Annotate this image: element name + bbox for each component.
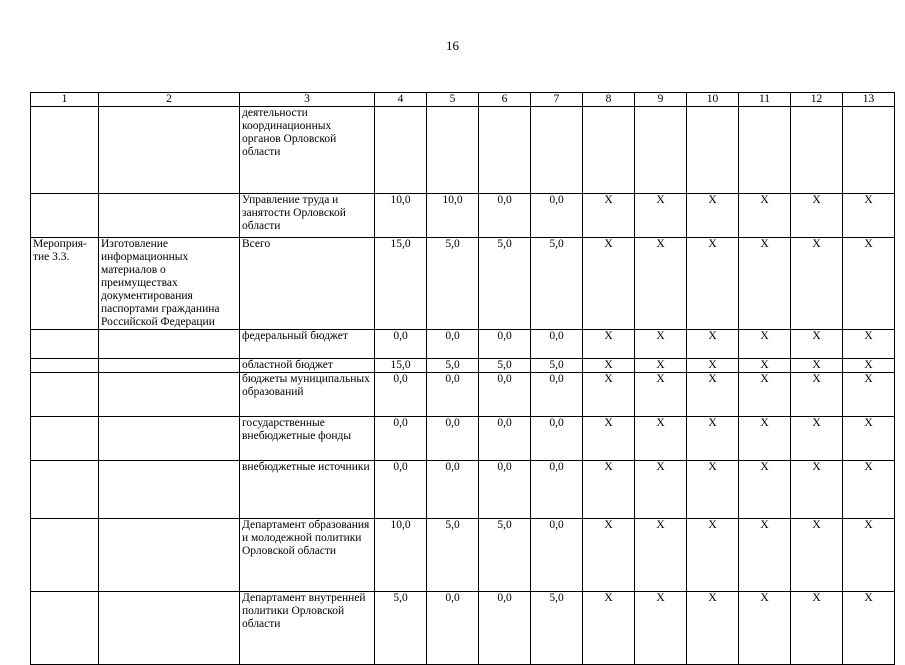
- value-cell: 0,0: [479, 194, 531, 238]
- table-row: [31, 330, 895, 359]
- page-number: 16: [446, 38, 459, 53]
- mark-cell: X: [583, 359, 635, 373]
- mark-cell: X: [687, 461, 739, 519]
- mark-cell: X: [739, 417, 791, 461]
- mark-cell: X: [791, 238, 843, 330]
- col-header: 8: [583, 93, 635, 107]
- source-cell: государственные внебюджетные фонды: [240, 417, 375, 461]
- value-cell: [479, 107, 531, 194]
- source-cell: областной бюджет: [240, 359, 375, 373]
- value-cell: 5,0: [479, 238, 531, 330]
- measure-cell: [31, 592, 99, 665]
- col-header: 4: [375, 93, 427, 107]
- col-header: 5: [427, 93, 479, 107]
- measure-cell: [31, 359, 99, 373]
- col-header: 11: [739, 93, 791, 107]
- mark-cell: [687, 107, 739, 194]
- value-cell: 0,0: [479, 373, 531, 417]
- col-header: 10: [687, 93, 739, 107]
- mark-cell: X: [635, 417, 687, 461]
- measure-name-cell: [99, 592, 240, 665]
- source-cell: Департамент образования и молодежной политики Орловской области: [240, 519, 375, 592]
- mark-cell: X: [843, 238, 895, 330]
- measure-name-cell: [99, 519, 240, 592]
- mark-cell: X: [583, 194, 635, 238]
- value-cell: 10,0: [375, 519, 427, 592]
- measure-name-cell: [99, 107, 240, 194]
- mark-cell: X: [791, 373, 843, 417]
- value-cell: 10,0: [375, 194, 427, 238]
- col-header: 3: [240, 93, 375, 107]
- table-row: [31, 417, 895, 461]
- measure-cell: Мероприя-тие 3.3.: [31, 238, 99, 330]
- value-cell: 5,0: [531, 359, 583, 373]
- value-cell: 0,0: [375, 330, 427, 359]
- measure-name-cell: [99, 417, 240, 461]
- mark-cell: X: [687, 417, 739, 461]
- mark-cell: X: [583, 330, 635, 359]
- value-cell: 0,0: [479, 592, 531, 665]
- mark-cell: X: [635, 359, 687, 373]
- mark-cell: [791, 107, 843, 194]
- value-cell: 0,0: [479, 417, 531, 461]
- value-cell: 5,0: [531, 592, 583, 665]
- source-cell: бюджеты муниципальных образований: [240, 373, 375, 417]
- value-cell: 0,0: [375, 373, 427, 417]
- measure-cell: [31, 373, 99, 417]
- mark-cell: X: [791, 359, 843, 373]
- mark-cell: X: [843, 359, 895, 373]
- mark-cell: X: [687, 330, 739, 359]
- mark-cell: X: [843, 330, 895, 359]
- value-cell: 0,0: [375, 417, 427, 461]
- col-header: 12: [791, 93, 843, 107]
- measure-cell: [31, 519, 99, 592]
- col-header: 1: [31, 93, 99, 107]
- table-row: [31, 238, 895, 330]
- value-cell: 0,0: [427, 330, 479, 359]
- header-row: [31, 93, 895, 107]
- col-header: 6: [479, 93, 531, 107]
- value-cell: 0,0: [531, 194, 583, 238]
- measure-name-cell: [99, 373, 240, 417]
- mark-cell: X: [635, 330, 687, 359]
- mark-cell: X: [739, 238, 791, 330]
- measure-name-cell: [99, 330, 240, 359]
- col-header: 7: [531, 93, 583, 107]
- table-row: [31, 461, 895, 519]
- program-table: [30, 92, 895, 665]
- mark-cell: X: [583, 373, 635, 417]
- measure-name-cell: Изготовление информационных материалов о преимуществах документирования паспортами гражданина Российской Федерации: [99, 238, 240, 330]
- value-cell: [427, 107, 479, 194]
- mark-cell: X: [791, 417, 843, 461]
- value-cell: 0,0: [427, 417, 479, 461]
- col-header: 13: [843, 93, 895, 107]
- value-cell: 0,0: [427, 592, 479, 665]
- measure-cell: [31, 417, 99, 461]
- value-cell: 0,0: [427, 461, 479, 519]
- measure-cell: [31, 194, 99, 238]
- mark-cell: X: [687, 194, 739, 238]
- measure-name-cell: [99, 194, 240, 238]
- measure-cell: [31, 330, 99, 359]
- mark-cell: X: [583, 519, 635, 592]
- mark-cell: X: [739, 194, 791, 238]
- mark-cell: X: [739, 330, 791, 359]
- value-cell: 0,0: [531, 373, 583, 417]
- source-cell: Управление труда и занятости Орловской области: [240, 194, 375, 238]
- mark-cell: X: [687, 238, 739, 330]
- value-cell: 0,0: [531, 417, 583, 461]
- mark-cell: X: [739, 519, 791, 592]
- value-cell: 5,0: [427, 519, 479, 592]
- mark-cell: X: [687, 592, 739, 665]
- mark-cell: X: [583, 592, 635, 665]
- value-cell: 0,0: [479, 461, 531, 519]
- value-cell: 0,0: [531, 519, 583, 592]
- value-cell: 0,0: [531, 330, 583, 359]
- value-cell: 0,0: [427, 373, 479, 417]
- mark-cell: [583, 107, 635, 194]
- value-cell: 15,0: [375, 359, 427, 373]
- mark-cell: X: [635, 373, 687, 417]
- measure-cell: [31, 461, 99, 519]
- mark-cell: X: [687, 373, 739, 417]
- mark-cell: X: [739, 373, 791, 417]
- mark-cell: X: [635, 592, 687, 665]
- value-cell: 0,0: [375, 461, 427, 519]
- value-cell: 5,0: [375, 592, 427, 665]
- mark-cell: X: [739, 592, 791, 665]
- mark-cell: X: [843, 194, 895, 238]
- table-row: [31, 592, 895, 665]
- mark-cell: X: [843, 519, 895, 592]
- mark-cell: X: [583, 238, 635, 330]
- value-cell: 0,0: [479, 330, 531, 359]
- table-row: [31, 107, 895, 194]
- mark-cell: X: [687, 519, 739, 592]
- col-header: 9: [635, 93, 687, 107]
- mark-cell: X: [843, 592, 895, 665]
- value-cell: 5,0: [479, 359, 531, 373]
- table-row: [31, 359, 895, 373]
- mark-cell: X: [791, 519, 843, 592]
- mark-cell: X: [739, 359, 791, 373]
- mark-cell: X: [583, 461, 635, 519]
- table-body: [31, 93, 895, 665]
- mark-cell: [843, 107, 895, 194]
- source-cell: Департамент внутренней политики Орловской области: [240, 592, 375, 665]
- value-cell: 0,0: [531, 461, 583, 519]
- mark-cell: [739, 107, 791, 194]
- value-cell: [375, 107, 427, 194]
- value-cell: 5,0: [427, 359, 479, 373]
- col-header: 2: [99, 93, 240, 107]
- value-cell: [531, 107, 583, 194]
- mark-cell: X: [791, 592, 843, 665]
- mark-cell: X: [687, 359, 739, 373]
- mark-cell: X: [635, 194, 687, 238]
- value-cell: 10,0: [427, 194, 479, 238]
- table-row: [31, 373, 895, 417]
- value-cell: 15,0: [375, 238, 427, 330]
- mark-cell: X: [791, 461, 843, 519]
- mark-cell: X: [739, 461, 791, 519]
- table-row: [31, 194, 895, 238]
- table-row: [31, 519, 895, 592]
- mark-cell: X: [635, 461, 687, 519]
- mark-cell: X: [843, 373, 895, 417]
- measure-cell: [31, 107, 99, 194]
- mark-cell: X: [791, 194, 843, 238]
- value-cell: 5,0: [427, 238, 479, 330]
- mark-cell: X: [583, 417, 635, 461]
- value-cell: 5,0: [479, 519, 531, 592]
- mark-cell: X: [635, 519, 687, 592]
- mark-cell: X: [843, 417, 895, 461]
- source-cell: деятельности координационных органов Орловской области: [240, 107, 375, 194]
- measure-name-cell: [99, 461, 240, 519]
- mark-cell: X: [635, 238, 687, 330]
- source-cell: федеральный бюджет: [240, 330, 375, 359]
- measure-name-cell: [99, 359, 240, 373]
- mark-cell: X: [791, 330, 843, 359]
- source-cell: внебюджетные источники: [240, 461, 375, 519]
- source-cell: Всего: [240, 238, 375, 330]
- mark-cell: [635, 107, 687, 194]
- mark-cell: X: [843, 461, 895, 519]
- value-cell: 5,0: [531, 238, 583, 330]
